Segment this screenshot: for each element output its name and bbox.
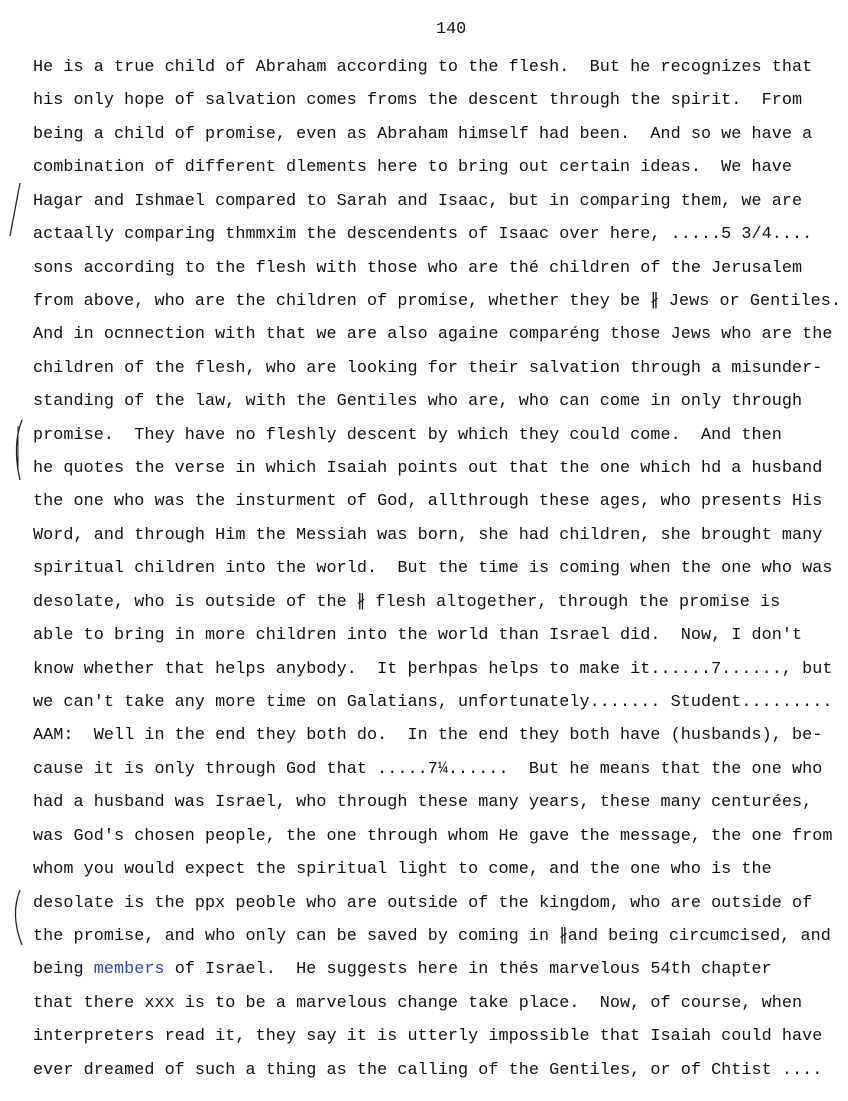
margin-line-mark — [10, 183, 20, 236]
text-line: standing of the law, with the Gentiles who are, who can come in only through — [33, 392, 803, 412]
text-line: interpreters read it, they say it is utterly impossible that Isaiah could have — [33, 1027, 823, 1047]
text-line: from above, who are the children of promise, whether they be ∦ Jews or Gentiles. — [33, 291, 841, 311]
text-line: desolate is the ppx peoble who are outside of the kingdom, who are outside of — [33, 893, 813, 913]
text-line: desolate, who is outside of the ∦ flesh altogether, through the promise is — [33, 592, 781, 612]
text-line: that there xxx is to be a marvelous change take place. Now, of course, when — [33, 993, 803, 1013]
text-line: know whether that helps anybody. It þerhpas helps to make it......7......, but — [33, 659, 833, 679]
text-line: AAM: Well in the end they both do. In the end they both have (husbands), be- — [33, 726, 823, 746]
document-body — [33, 51, 841, 1087]
text-fragment: of Israel. He suggests here in thés marvelous 54th chapter — [164, 960, 772, 980]
page-number: 140 — [436, 20, 467, 39]
text-line: his only hope of salvation comes froms the descent through the spirit. From — [33, 91, 803, 111]
text-line: actaally comparing thmmxim the descendents of Isaac over here, .....5 3/4.... — [33, 225, 813, 245]
text-line: we can't take any more time on Galatians, unfortunately....... Student......... — [33, 693, 833, 713]
text-line: ever dreamed of such a thing as the calling of the Gentiles, or of Chtist .... — [33, 1060, 823, 1080]
text-line: he quotes the verse in which Isaiah points out that the one which hd a husband — [33, 459, 823, 479]
text-line: the promise, and who only can be saved by coming in ∦and being circumcised, and — [33, 926, 831, 946]
text-line: children of the flesh, who are looking for their salvation through a misunder- — [33, 358, 823, 378]
text-line: being a child of promise, even as Abraham himself had been. And so we have a — [33, 124, 813, 144]
text-line: He is a true child of Abraham according to the flesh. But he recognizes that — [33, 58, 813, 77]
text-line: sons according to the flesh with those who are thé children of the Jerusalem — [33, 258, 803, 278]
margin-bracket-mark — [15, 890, 22, 945]
text-line: the one who was the insturment of God, allthrough these ages, who presents His — [33, 492, 823, 512]
text-line: being members of Israel. He suggests here in thés marvelous 54th chapter — [33, 960, 772, 980]
text-line: cause it is only through God that .....7¼...... But he means that the one who — [33, 759, 823, 779]
text-line: spiritual children into the world. But the time is coming when the one who was — [33, 559, 833, 579]
text-line: had a husband was Israel, who through these many years, these many centurées, — [33, 793, 813, 813]
text-line: whom you would expect the spiritual light to come, and the one who is the — [33, 860, 772, 880]
margin-bracket-mark — [16, 420, 22, 480]
text-line: Word, and through Him the Messiah was born, she had children, she brought many — [33, 525, 823, 545]
handwritten-correction: members — [93, 960, 165, 980]
text-line: Hagar and Ishmael compared to Sarah and Isaac, but in comparing them, we are — [33, 191, 803, 211]
text-line: was God's chosen people, the one through whom He gave the message, the one from — [33, 826, 833, 846]
text-line: promise. They have no fleshly descent by which they could come. And then — [33, 425, 782, 445]
text-line: able to bring in more children into the world than Israel did. Now, I don't — [33, 626, 803, 646]
text-line: And in ocnnection with that we are also againe comparéng those Jews who are the — [33, 325, 833, 345]
text-line: combination of different dlements here to bring out certain ideas. We have — [33, 158, 793, 178]
